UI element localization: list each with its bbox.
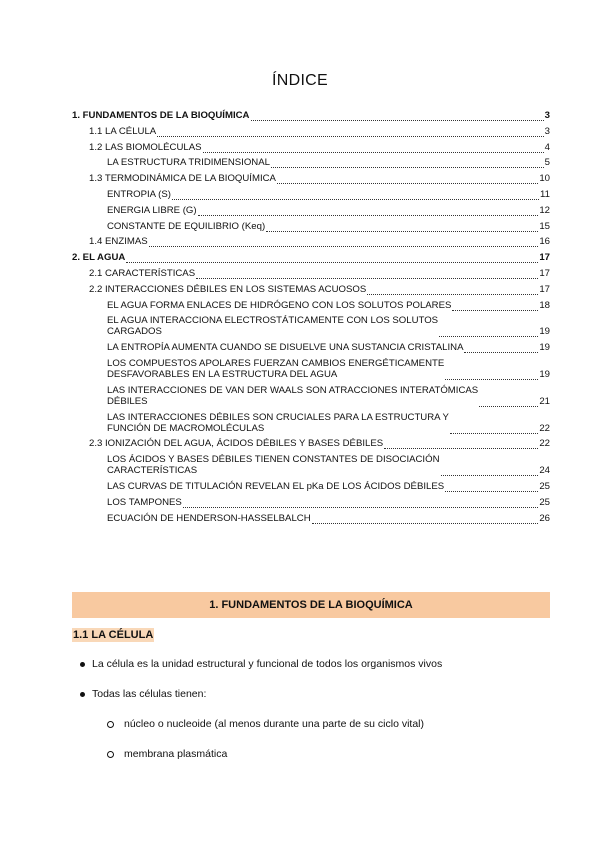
toc-entry[interactable]: ECUACIÓN DE HENDERSON-HASSELBALCH 26 [107,512,550,524]
toc-entry[interactable]: LAS INTERACCIONES DÉBILES SON CRUCIALES PARA LA ESTRUCTURA Y FUNCIÓN DE MACROMOLÉCULAS 22 [107,411,550,434]
toc-entry[interactable]: ENERGIA LIBRE (G) 12 [107,204,550,216]
toc-entry[interactable]: 1.2 LAS BIOMOLÉCULAS 4 [89,141,550,153]
toc-entry[interactable]: LOS TAMPONES 25 [107,496,550,508]
toc-entry[interactable]: 1.3 TERMODINÁMICA DE LA BIOQUÍMICA 10 [89,173,550,185]
toc-entry[interactable]: LOS ÁCIDOS Y BASES DÉBILES TIENEN CONSTANTES DE DISOCIACIÓN CARACTERÍSTICAS 24 [107,454,550,477]
bullet-icon [80,692,85,697]
subsection-heading: 1.1 LA CÉLULA [73,629,154,641]
list-item: núcleo o nucleoide (al menos durante una parte de su ciclo vital) [107,718,442,730]
section-heading: 1. FUNDAMENTOS DE LA BIOQUÍMICA [72,592,550,618]
toc-title: ÍNDICE [271,72,329,89]
toc-entry[interactable]: EL AGUA FORMA ENLACES DE HIDRÓGENO CON LOS SOLUTOS POLARES 18 [107,299,550,311]
bullet-list [80,658,442,760]
list-item: Todas las células tienen: [80,688,442,700]
bullet-icon [80,662,85,667]
toc-entry[interactable]: 2.1 CARACTERÍSTICAS 17 [89,267,550,279]
toc-entry[interactable]: ENTROPIA (S) 11 [107,188,550,200]
toc-entry[interactable]: LAS INTERACCIONES DE VAN DER WAALS SON ATRACCIONES INTERATÓMICAS DÉBILES 21 [107,384,550,407]
toc-entry[interactable]: LA ESTRUCTURA TRIDIMENSIONAL 5 [107,157,550,169]
toc-entry[interactable]: LA ENTROPÍA AUMENTA CUANDO SE DISUELVE UNA SUSTANCIA CRISTALINA 19 [107,342,550,354]
toc-entry[interactable]: 1.1 LA CÉLULA 3 [89,125,550,137]
table-of-contents [72,110,550,528]
toc-entry[interactable]: 2.2 INTERACCIONES DÉBILES EN LOS SISTEMAS ACUOSOS 17 [89,283,550,295]
circle-bullet-icon [107,751,114,758]
toc-entry[interactable]: 1. FUNDAMENTOS DE LA BIOQUÍMICA 3 [72,110,550,121]
toc-entry[interactable]: LAS CURVAS DE TITULACIÓN REVELAN EL pKa DE LOS ÁCIDOS DÉBILES 25 [107,480,550,492]
toc-entry[interactable]: EL AGUA INTERACCIONA ELECTROSTÁTICAMENTE CON LOS SOLUTOS CARGADOS 19 [107,315,550,338]
toc-entry[interactable]: 2.3 IONIZACIÓN DEL AGUA, ÁCIDOS DÉBILES Y BASES DÉBILES 22 [89,438,550,450]
toc-entry[interactable]: CONSTANTE DE EQUILIBRIO (Keq) 15 [107,220,550,232]
circle-bullet-icon [107,721,114,728]
list-item: La célula es la unidad estructural y funcional de todos los organismos vivos [80,658,442,670]
list-item: membrana plasmática [107,748,442,760]
toc-entry[interactable]: 1.4 ENZIMAS 16 [89,236,550,248]
toc-entry[interactable]: 2. EL AGUA 17 [72,252,550,264]
toc-entry[interactable]: LOS COMPUESTOS APOLARES FUERZAN CAMBIOS ENERGÉTICAMENTE DESFAVORABLES EN LA ESTRUCTURA DEL AGUA 19 [107,357,550,380]
